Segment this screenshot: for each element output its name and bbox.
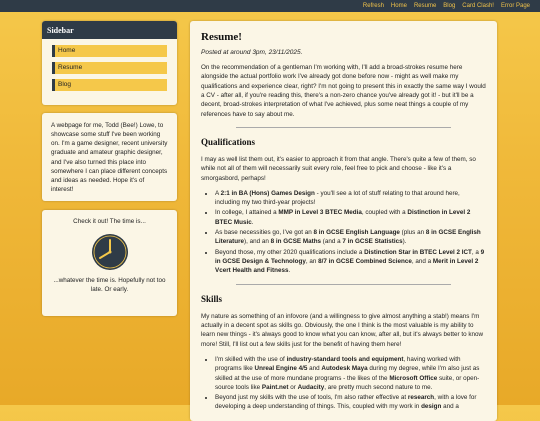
clock-intro-text: Check it out! The time is... <box>73 218 146 225</box>
topnav-resume[interactable]: Resume <box>413 3 437 9</box>
list-item: • I'm skilled with the use of industry-standard tools and equipment, having worked with programs like Unreal Engine 4/5 and Autodesk Maya during my degree, while I'm also just as skilled at the use of more mundane programs - the likes of the Microsoft Office suite, or open-source tools like Paint.net or Audacity, are pretty much second nature to me. <box>215 355 486 392</box>
skills-heading: Skills <box>201 293 223 304</box>
list-item: • In college, I attained a MMP in Level 3 BTEC Media, coupled with a Distinction in Level 2 BTEC Music. <box>215 208 486 227</box>
main-content-panel <box>190 21 497 421</box>
topnav-card-clash[interactable]: Card Clash! <box>462 3 494 9</box>
sidebar-item-home[interactable]: Home <box>52 45 167 57</box>
list-item: • A 2:1 in BA (Hons) Games Design - you'll see a lot of stuff relating to that around here, including my two third-year projects! <box>215 189 486 208</box>
about-panel <box>42 113 177 201</box>
list-item: • As base necessities go, I've got an 8 in GCSE English Language (plus an 8 in GCSE English Literature), and an 8 in GCSE Maths (and a 7 in GCSE Statistics). <box>215 228 486 247</box>
topnav-refresh[interactable]: Refresh <box>362 3 384 9</box>
sidebar-nav-panel <box>42 21 177 105</box>
qualifications-heading: Qualifications <box>201 136 256 147</box>
clock-outro-text: ...whatever the time is. Hopefully not too late. Or early. <box>53 276 166 293</box>
section-divider <box>236 284 451 285</box>
clock-icon <box>90 232 130 272</box>
section-divider <box>236 127 451 128</box>
post-title: Resume! <box>201 31 242 43</box>
sidebar-item-blog[interactable]: Blog <box>52 79 167 91</box>
list-item: • Beyond just my skills with the use of tools, I'm also rather effective at research, with a love for developing a deep understanding of things. This, coupled with my work in design and a <box>215 393 486 412</box>
topnav-error-page[interactable]: Error Page <box>500 3 530 9</box>
topnav-blog[interactable]: Blog <box>443 3 456 9</box>
qualifications-list <box>201 189 486 276</box>
skills-intro: My nature as something of an infovore (and a willingness to give almost anything a stab!) means I'm actually in a decent spot as skills go. Obviously, the one I think is the most valuable is my ability to learn new things - it's always good to know what you can know, after all, but it's always better to know more! Still, I'll list out a few skills just for the benefit of having them here! <box>201 312 484 348</box>
sidebar-title: Sidebar <box>42 21 177 39</box>
qualifications-intro: I may as well list them out, it's easier to approach it from that angle. There's quite a few of them, so while not all of them will necessarily suit every role, feel free to pick and choose - like it's a smorgasbord, perhaps! <box>201 155 476 182</box>
skills-list <box>201 355 486 412</box>
sidebar-item-resume[interactable]: Resume <box>52 62 167 74</box>
sidebar-nav-list <box>42 39 177 91</box>
clock-panel <box>42 210 177 316</box>
topnav-home[interactable]: Home <box>390 3 407 9</box>
top-nav-bar <box>0 0 540 12</box>
post-intro: On the recommendation of a gentleman I'm working with, I'll add a broad-strokes resume here alongside the actual portfolio work I've already got done before now - might as well make my qualifications and experience clear, right? I'm not going to present this in exactly the same way I would a CV - after all, if you're reading this, there's a non-zero chance you've already got it! - but it'll be a decent, broad-strokes interpretation of what I've achieved, plus some neat things a couple of my references have to say about me. <box>201 64 486 118</box>
about-text: A webpage for me, Todd (Bee!) Lowe, to showcase some stuff I've been working on. I'm a game designer, recent university graduate and amateur graphic designer, and I've also turned this place into somewhere I can place different concepts and ideas as needed. Hope it's of interest! <box>51 122 168 193</box>
post-date: Posted at around 3pm, 23/11/2025. <box>201 49 303 56</box>
list-item: • Beyond those, my other 2020 qualifications include a Distinction Star in BTEC Level 2 ICT, a 9 in GCSE Design & Technology, an 8/7 in GCSE Combined Science, and a Merit in Level 2 Vcert Health and Fitness. <box>215 248 486 276</box>
